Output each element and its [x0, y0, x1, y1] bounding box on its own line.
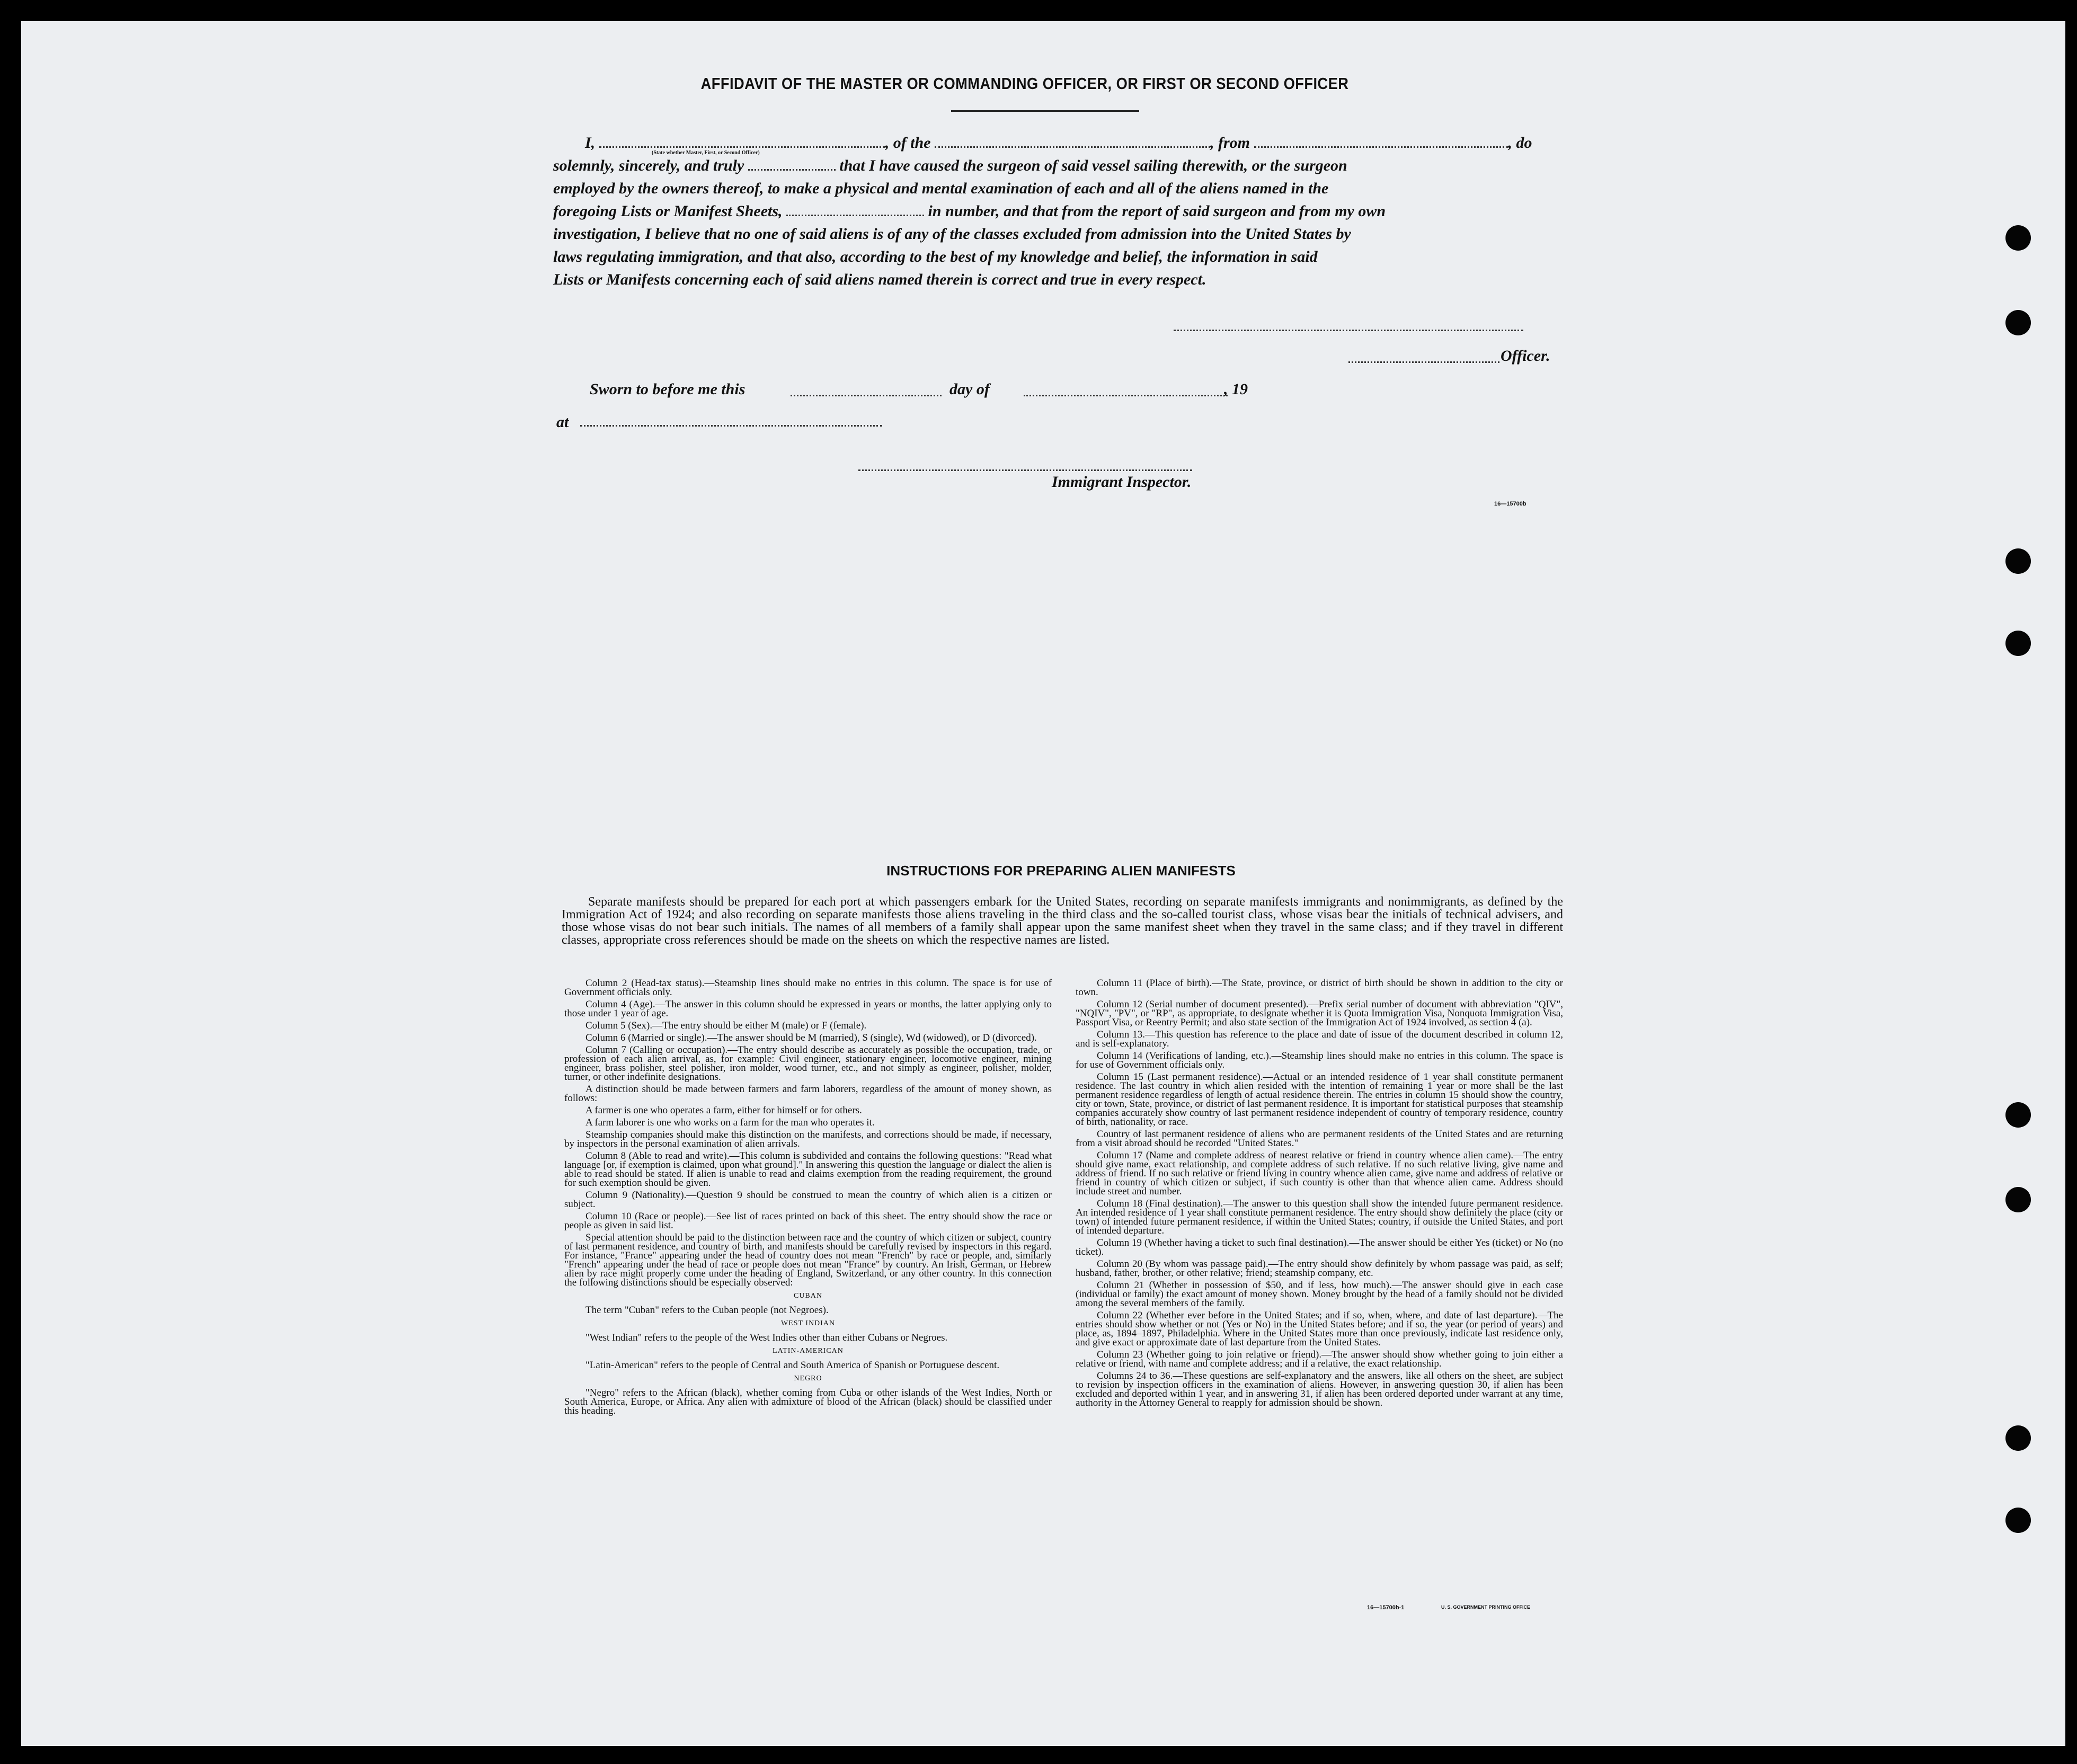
- punch-hole: [2005, 310, 2031, 335]
- punch-hole: [2005, 548, 2031, 574]
- punch-hole: [2005, 631, 2031, 656]
- affidavit-line-4: foregoing Lists or Manifest Sheets, in number, and that from the report of said surgeon and from my own: [553, 202, 1386, 220]
- instruction-paragraph: "West Indian" refers to the people of the West Indies other than either Cubans or Negroes.: [585, 1332, 948, 1343]
- inspector-label: Immigrant Inspector.: [1052, 473, 1192, 491]
- at-line: [580, 425, 882, 427]
- affidavit-line-3: employed by the owners thereof, to make a physical and mental examination of each and all of the aliens named in the: [553, 180, 1329, 197]
- instruction-paragraph: Column 10 (Race or people).—See list of races printed on back of this sheet. The entry should show the race or people as given in said list.: [564, 1211, 1052, 1231]
- day-of-label: day of: [949, 380, 990, 398]
- instruction-paragraph: Special attention should be paid to the distinction between race and the country of which citizen or subject, country of last permanent residence, and country of birth, and manifests should be carefully revised by inspectors in this regard. For instance, "France" appearing under the head of country does not mean "French" by race or people, and, similarly "French" appearing under the head of race or people does not mean "France" by country. An Irish, German, or Hebrew alien by race might properly come under the heading of England, Switzerland, or any other country. In this connection the following distinctions should be especially observed:: [564, 1232, 1052, 1288]
- month-line: [1024, 395, 1228, 396]
- instruction-paragraph: The term "Cuban" refers to the Cuban people (not Negroes).: [585, 1305, 829, 1316]
- instructions-left-column: [564, 979, 1052, 1419]
- inspector-line: [858, 469, 1192, 471]
- instruction-paragraph: Column 13.—This question has reference to the place and date of issue of the document described in column 12, and is self-explanatory.: [1076, 1029, 1563, 1049]
- section-heading: LATIN-AMERICAN: [773, 1347, 844, 1355]
- affidavit-line-1: I, , of the , from , do: [585, 134, 1532, 152]
- affidavit-line-5: investigation, I believe that no one of said aliens is of any of the classes excluded from admission into the United States by: [553, 225, 1351, 243]
- signature-line: [1174, 330, 1523, 331]
- form-code: 16—15700b: [1494, 501, 1526, 507]
- instruction-paragraph: Column 4 (Age).—The answer in this column should be expressed in years or months, the latter applying only to those under 1 year of age.: [564, 999, 1052, 1019]
- instruction-paragraph: Column 20 (By whom was passage paid).—The entry should show definitely by whom passage was paid, as self; husband, father, brother, or other relative; friend; steamship company, etc.: [1076, 1258, 1563, 1279]
- punch-hole: [2005, 1425, 2031, 1451]
- instruction-paragraph: "Negro" refers to the African (black), whether coming from Cuba or other islands of the West Indies, North or South America, Europe, or Africa. Any alien with admixture of blood of the African (black) should be classified under this heading.: [564, 1387, 1052, 1416]
- state-note: (State whether Master, First, or Second Officer): [652, 150, 760, 156]
- instruction-paragraph: Column 6 (Married or single).—The answer should be M (married), S (single), Wd (widowed), or D (divorced).: [585, 1032, 1037, 1043]
- instruction-paragraph: A farmer is one who operates a farm, either for himself or for others.: [585, 1105, 862, 1116]
- instruction-paragraph: Column 22 (Whether ever before in the United States; and if so, when, where, and date of last departure).—The entries should show whether or not (Yes or No) in the United States before; and if so, the year (or period of years) and place, as, 1894–1897, Philadelphia. Where in the United States more than once previously, indicate last residence only, and give exact or approximate date of last departure from the United States.: [1076, 1310, 1563, 1348]
- affidavit-line-7: Lists or Manifests concerning each of said aliens named therein is correct and true in every respect.: [553, 271, 1206, 288]
- instruction-paragraph: Steamship companies should make this distinction on the manifests, and corrections should be made, if necessary, by inspectors in the personal examination of alien arrivals.: [564, 1129, 1052, 1149]
- instruction-paragraph: Column 5 (Sex).—The entry should be either M (male) or F (female).: [585, 1020, 867, 1031]
- section-heading: WEST INDIAN: [780, 1319, 836, 1327]
- instruction-paragraph: Columns 24 to 36.—These questions are self-explanatory and the answers, like all others on the sheet, are subject to revision by inspection officers in the examination of aliens. However, in answering question 30, if alien has been excluded and deported within 1 year, and in answering 31, if alien has been ordered deported under warrant at any time, authority in the Attorney General to reapply for admission should be shown.: [1076, 1370, 1563, 1408]
- instruction-paragraph: Column 2 (Head-tax status).—Steamship lines should make no entries in this column. The space is for use of Government officials only.: [564, 978, 1052, 998]
- instruction-paragraph: Column 11 (Place of birth).—The State, province, or district of birth should be shown in addition to the city or town.: [1076, 978, 1563, 998]
- instruction-paragraph: Column 17 (Name and complete address of nearest relative or friend in country whence alien came).—The entry should give name, exact relationship, and complete address of such relative. If no such relative living, give name and address of friend. If no such relative or friend living in country whence alien came, give name and address of relative or friend in country of which citizen or subject, if such country is other than that whence alien came. Address should include street and number.: [1076, 1150, 1563, 1197]
- instructions-title: INSTRUCTIONS FOR PREPARING ALIEN MANIFESTS: [886, 863, 1236, 879]
- officer-label: Officer.: [1501, 347, 1550, 365]
- title-rule: [951, 110, 1139, 112]
- punch-hole: [2005, 1102, 2031, 1128]
- instruction-paragraph: Column 14 (Verifications of landing, etc.).—Steamship lines should make no entries in this column. The space is for use of Government officials only.: [1076, 1050, 1563, 1070]
- sworn-day-line: [791, 395, 942, 396]
- affidavit-line-6: laws regulating immigration, and that also, according to the best of my knowledge and belief, the information in said: [553, 248, 1318, 265]
- instruction-paragraph: Column 12 (Serial number of document presented).—Prefix serial number of document with abbreviation "QIV", "NQIV", "PV", or "RP", as appropriate, to designate whether it is Quota Immigration Visa, Nonquota Immigration Visa, Passport Visa, or Reentry Permit; and also state section of the Immigration Act of 1924 involved, as section 4 (a).: [1076, 999, 1563, 1028]
- instruction-paragraph: Column 8 (Able to read and write).—This column is subdivided and contains the following questions: "Read what language [or, if exemption is claimed, upon what ground]." In answering this question the language or dialect the alien is able to read should be stated. If alien is unable to read and claims exemption from the reading requirement, the ground for such exemption should be given.: [564, 1150, 1052, 1189]
- section-heading: NEGRO: [794, 1375, 822, 1382]
- instruction-paragraph: Column 19 (Whether having a ticket to such final destination).—The answer should be either Yes (ticket) or No (no ticket).: [1076, 1237, 1563, 1257]
- at-label: at: [556, 413, 569, 431]
- affidavit-title: AFFIDAVIT OF THE MASTER OR COMMANDING OFFICER, OR FIRST OR SECOND OFFICER: [700, 74, 1349, 93]
- instruction-paragraph: A farm laborer is one who works on a farm for the man who operates it.: [585, 1117, 875, 1128]
- instruction-paragraph: A distinction should be made between farmers and farm laborers, regardless of the amount of money shown, as follows:: [564, 1084, 1052, 1104]
- instruction-paragraph: Column 9 (Nationality).—Question 9 should be construed to mean the country of which alien is a citizen or subject.: [564, 1190, 1052, 1210]
- footer-form-code: 16—15700b-1: [1367, 1605, 1405, 1611]
- punch-hole: [2005, 225, 2031, 251]
- instruction-paragraph: Country of last permanent residence of aliens who are permanent residents of the United States and are returning from a visit abroad should be recorded "United States.": [1076, 1129, 1563, 1149]
- instructions-intro: Separate manifests should be prepared for each port at which passengers embark for the United States, recording on separate manifests immigrants and nonimmigrants, as defined by the Immigration Act of 1924; and also recording on separate manifests those aliens traveling in the third class and the so-called tourist class, whose visas bear the initials of technical advisers, and those whose visas do not bear such initials. The names of all members of a family shall appear upon the same manifest sheet when they travel in the same class; and if they travel in different classes, appropriate cross references should be made on the sheets on which the respective names are listed.: [562, 895, 1563, 947]
- affidavit-line-2: solemnly, sincerely, and truly that I have caused the surgeon of said vessel sailing therewith, or the surgeon: [553, 157, 1347, 174]
- punch-hole: [2005, 1187, 2031, 1212]
- instruction-paragraph: Column 15 (Last permanent residence).—Actual or an intended residence of 1 year shall constitute permanent residence. The last country in which alien resided with the intention of remaining 1 year or more shall be the last permanent residence regardless of length of actual residence therein. The entries in column 15 should show the country, city or town, State, province, or district of last permanent residence. It is important for statistical purposes that steamship companies accurately show country of last permanent residence independent of country of temporary residence, country of birth, nationality, or race.: [1076, 1071, 1563, 1128]
- footer-printing-office: U. S. GOVERNMENT PRINTING OFFICE: [1441, 1605, 1531, 1610]
- officer-line: [1348, 361, 1499, 363]
- instruction-paragraph: Column 18 (Final destination).—The answer to this question shall show the intended future permanent residence. An intended residence of 1 year shall constitute permanent residence. The entry should show definitely the place (city or town) of intended future permanent residence, if within the United States; country, if outside the United States, and port of intended departure.: [1076, 1198, 1563, 1236]
- section-heading: CUBAN: [793, 1292, 822, 1300]
- instruction-paragraph: Column 23 (Whether going to join relative or friend).—The answer should show whether going to join either a relative or friend, with name and complete address; and if a relative, the exact relationship.: [1076, 1349, 1563, 1369]
- sworn-label: Sworn to before me this: [590, 380, 745, 398]
- punch-hole: [2005, 1508, 2031, 1533]
- year-label: , 19: [1224, 380, 1248, 398]
- instruction-paragraph: Column 21 (Whether in possession of $50, and if less, how much).—The answer should give in each case (individual or family) the exact amount of money shown. Money brought by the head of a family should not be divided among the several members of the family.: [1076, 1280, 1563, 1309]
- instructions-right-column: [1076, 979, 1563, 1411]
- instruction-paragraph: "Latin-American" refers to the people of Central and South America of Spanish or Portuguese descent.: [585, 1360, 1000, 1371]
- instruction-paragraph: Column 7 (Calling or occupation).—The entry should describe as accurately as possible the occupation, trade, or profession of each alien arrival, as, for example: Civil engineer, stationary engineer, locomotive engineer, mining engineer, brass polisher, steel polisher, iron molder, wood turner, etc., and not simply as engineer, polisher, molder, turner, or other indefinite designations.: [564, 1044, 1052, 1083]
